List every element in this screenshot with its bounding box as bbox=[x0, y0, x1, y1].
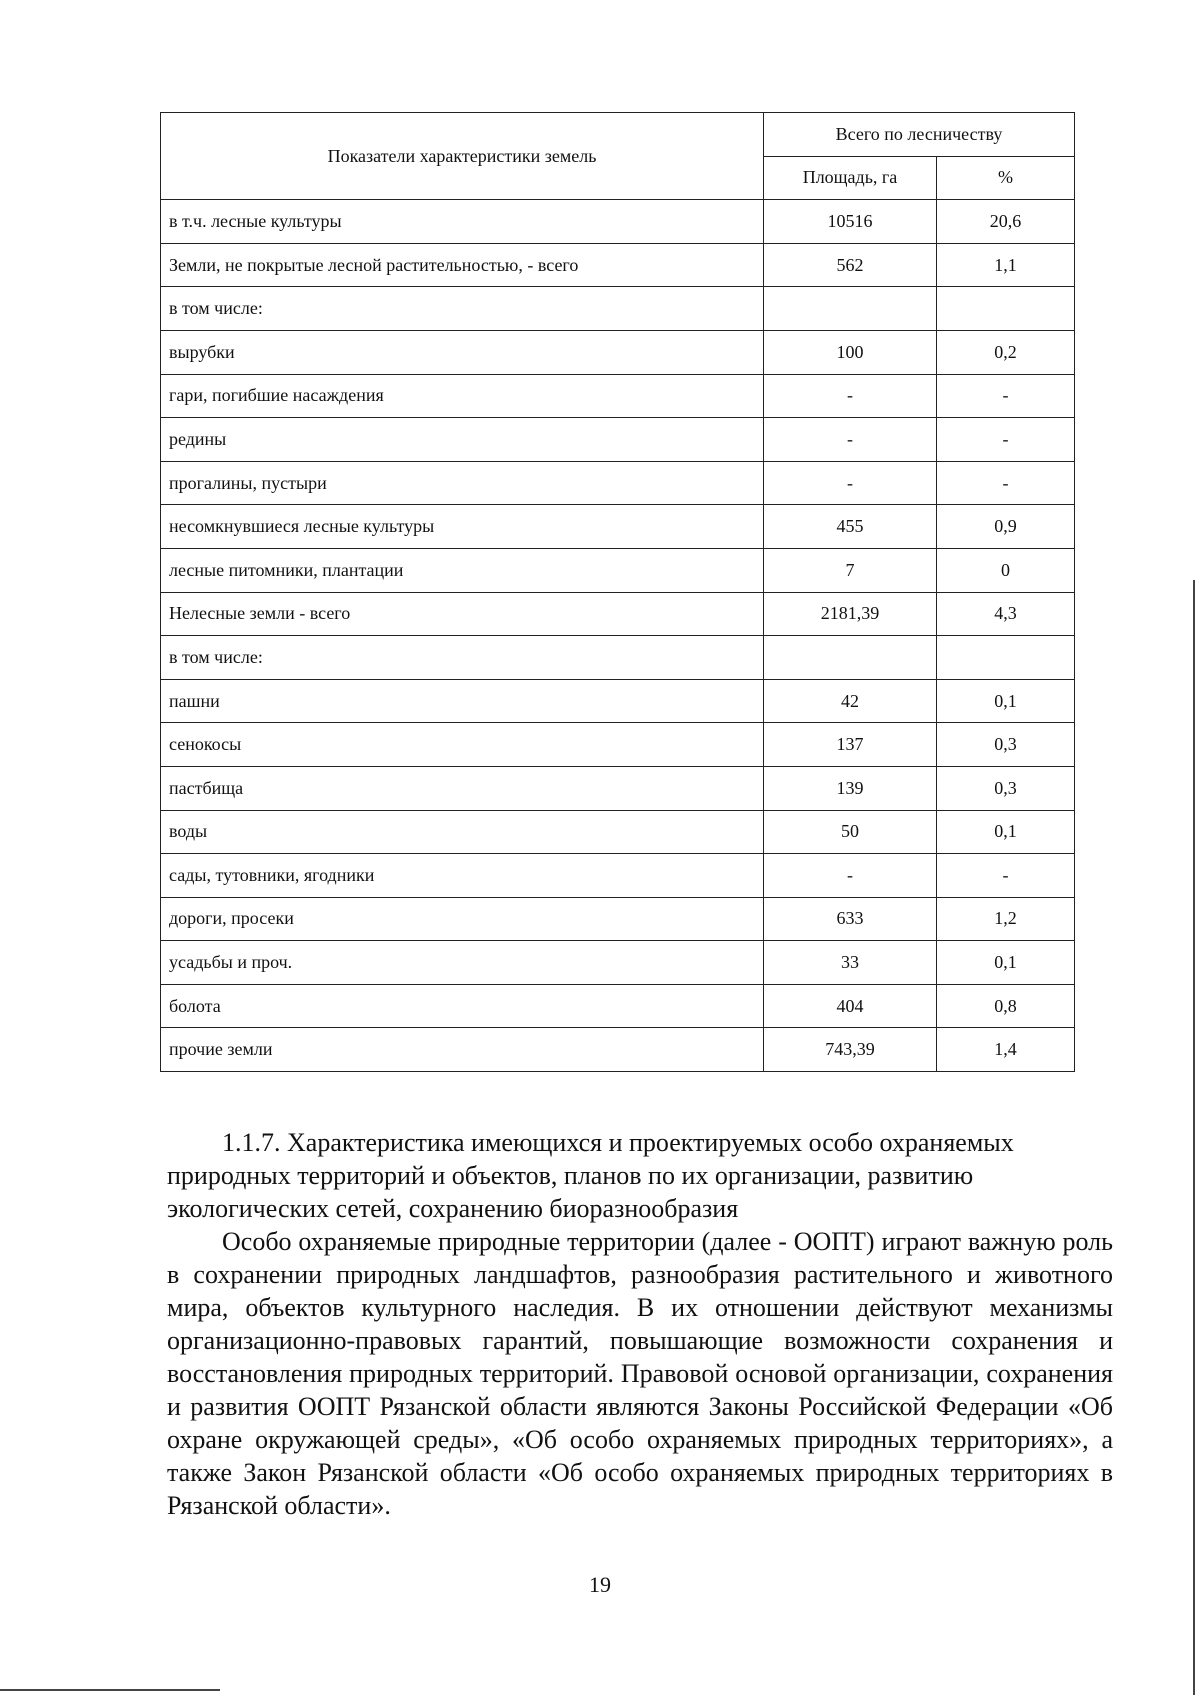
table-row bbox=[161, 548, 1075, 592]
scan-bottom-line bbox=[0, 1689, 220, 1691]
row-percent: 1,4 bbox=[937, 1028, 1075, 1072]
row-label: в т.ч. лесные культуры bbox=[161, 200, 764, 244]
row-percent: 0,3 bbox=[937, 723, 1075, 767]
row-area: 10516 bbox=[764, 200, 937, 244]
row-percent: 0,1 bbox=[937, 810, 1075, 854]
row-percent: 0,3 bbox=[937, 766, 1075, 810]
row-label: Нелесные земли - всего bbox=[161, 592, 764, 636]
row-label: усадьбы и проч. bbox=[161, 941, 764, 985]
row-area: - bbox=[764, 374, 937, 418]
table-row bbox=[161, 723, 1075, 767]
forestry-total-header: Всего по лесничеству bbox=[764, 113, 1075, 157]
table-row bbox=[161, 330, 1075, 374]
row-label: дороги, просеки bbox=[161, 897, 764, 941]
row-label: прогалины, пустыри bbox=[161, 461, 764, 505]
row-percent: 20,6 bbox=[937, 200, 1075, 244]
land-characteristics-table bbox=[160, 112, 1075, 1072]
row-percent: 1,1 bbox=[937, 243, 1075, 287]
table-row bbox=[161, 1028, 1075, 1072]
row-label: Земли, не покрытые лесной растительностью, - всего bbox=[161, 243, 764, 287]
row-area: - bbox=[764, 854, 937, 898]
section-paragraph: Особо охраняемые природные территории (далее - ООПТ) играют важную роль в сохранении природных ландшафтов, разнообразия растительного и животного мира, объектов культурного наследия. В их отношении действуют механизмы организационно-правовых гарантий, повышающие возможности сохранения и восстановления природных территорий. Правовой основой организации, сохранения и развития ООПТ Рязанской области являются Законы Российской Федерации «Об охране окружающей среды», «Об особо охраняемых природных территориях», а также Закон Рязанской области «Об особо охраняемых природных территориях в Рязанской области». bbox=[167, 1227, 1113, 1520]
row-area: 50 bbox=[764, 810, 937, 854]
row-area: 404 bbox=[764, 984, 937, 1028]
row-label: редины bbox=[161, 418, 764, 462]
table-row bbox=[161, 897, 1075, 941]
row-label: сады, тутовники, ягодники bbox=[161, 854, 764, 898]
area-header: Площадь, га bbox=[764, 156, 937, 200]
row-percent bbox=[937, 636, 1075, 680]
row-area bbox=[764, 287, 937, 331]
row-percent: 0,9 bbox=[937, 505, 1075, 549]
row-percent: - bbox=[937, 461, 1075, 505]
section-text bbox=[167, 1126, 1113, 1522]
row-area: - bbox=[764, 461, 937, 505]
row-percent: 0,1 bbox=[937, 679, 1075, 723]
row-percent: - bbox=[937, 374, 1075, 418]
table-row bbox=[161, 505, 1075, 549]
row-area: 100 bbox=[764, 330, 937, 374]
row-area: 743,39 bbox=[764, 1028, 937, 1072]
row-percent: 0,2 bbox=[937, 330, 1075, 374]
table-row bbox=[161, 679, 1075, 723]
row-area bbox=[764, 636, 937, 680]
table-row bbox=[161, 810, 1075, 854]
row-area: 139 bbox=[764, 766, 937, 810]
table-row bbox=[161, 374, 1075, 418]
row-area: 2181,39 bbox=[764, 592, 937, 636]
row-percent bbox=[937, 287, 1075, 331]
row-area: 42 bbox=[764, 679, 937, 723]
table-row bbox=[161, 592, 1075, 636]
table-row bbox=[161, 984, 1075, 1028]
row-label: вырубки bbox=[161, 330, 764, 374]
row-area: 137 bbox=[764, 723, 937, 767]
row-label: в том числе: bbox=[161, 287, 764, 331]
indicator-header: Показатели характеристики земель bbox=[161, 113, 764, 200]
table-row bbox=[161, 287, 1075, 331]
row-label: лесные питомники, плантации bbox=[161, 548, 764, 592]
row-percent: 0 bbox=[937, 548, 1075, 592]
row-label: прочие земли bbox=[161, 1028, 764, 1072]
row-label: гари, погибшие насаждения bbox=[161, 374, 764, 418]
row-percent: - bbox=[937, 418, 1075, 462]
row-label: пашни bbox=[161, 679, 764, 723]
row-area: 455 bbox=[764, 505, 937, 549]
row-label: пастбища bbox=[161, 766, 764, 810]
row-percent: - bbox=[937, 854, 1075, 898]
percent-header: % bbox=[937, 156, 1075, 200]
table-row bbox=[161, 766, 1075, 810]
row-label: несомкнувшиеся лесные культуры bbox=[161, 505, 764, 549]
row-percent: 0,1 bbox=[937, 941, 1075, 985]
row-label: болота bbox=[161, 984, 764, 1028]
row-area: 7 bbox=[764, 548, 937, 592]
row-percent: 1,2 bbox=[937, 897, 1075, 941]
row-percent: 0,8 bbox=[937, 984, 1075, 1028]
section-heading: 1.1.7. Характеристика имеющихся и проектируемых особо охраняемых природных территорий и объектов, планов по их организации, развитию экологических сетей, сохранению биоразнообразия bbox=[167, 1128, 1014, 1223]
row-area: 633 bbox=[764, 897, 937, 941]
row-label: в том числе: bbox=[161, 636, 764, 680]
table-row bbox=[161, 243, 1075, 287]
scan-edge-line bbox=[1193, 580, 1195, 1695]
table-row bbox=[161, 200, 1075, 244]
table-row bbox=[161, 461, 1075, 505]
row-area: 33 bbox=[764, 941, 937, 985]
row-label: воды bbox=[161, 810, 764, 854]
table-row bbox=[161, 854, 1075, 898]
table-row bbox=[161, 636, 1075, 680]
row-percent: 4,3 bbox=[937, 592, 1075, 636]
row-label: сенокосы bbox=[161, 723, 764, 767]
table-row bbox=[161, 418, 1075, 462]
table-row bbox=[161, 941, 1075, 985]
row-area: 562 bbox=[764, 243, 937, 287]
page-number: 19 bbox=[589, 1572, 611, 1597]
row-area: - bbox=[764, 418, 937, 462]
table-body bbox=[161, 200, 1075, 1072]
